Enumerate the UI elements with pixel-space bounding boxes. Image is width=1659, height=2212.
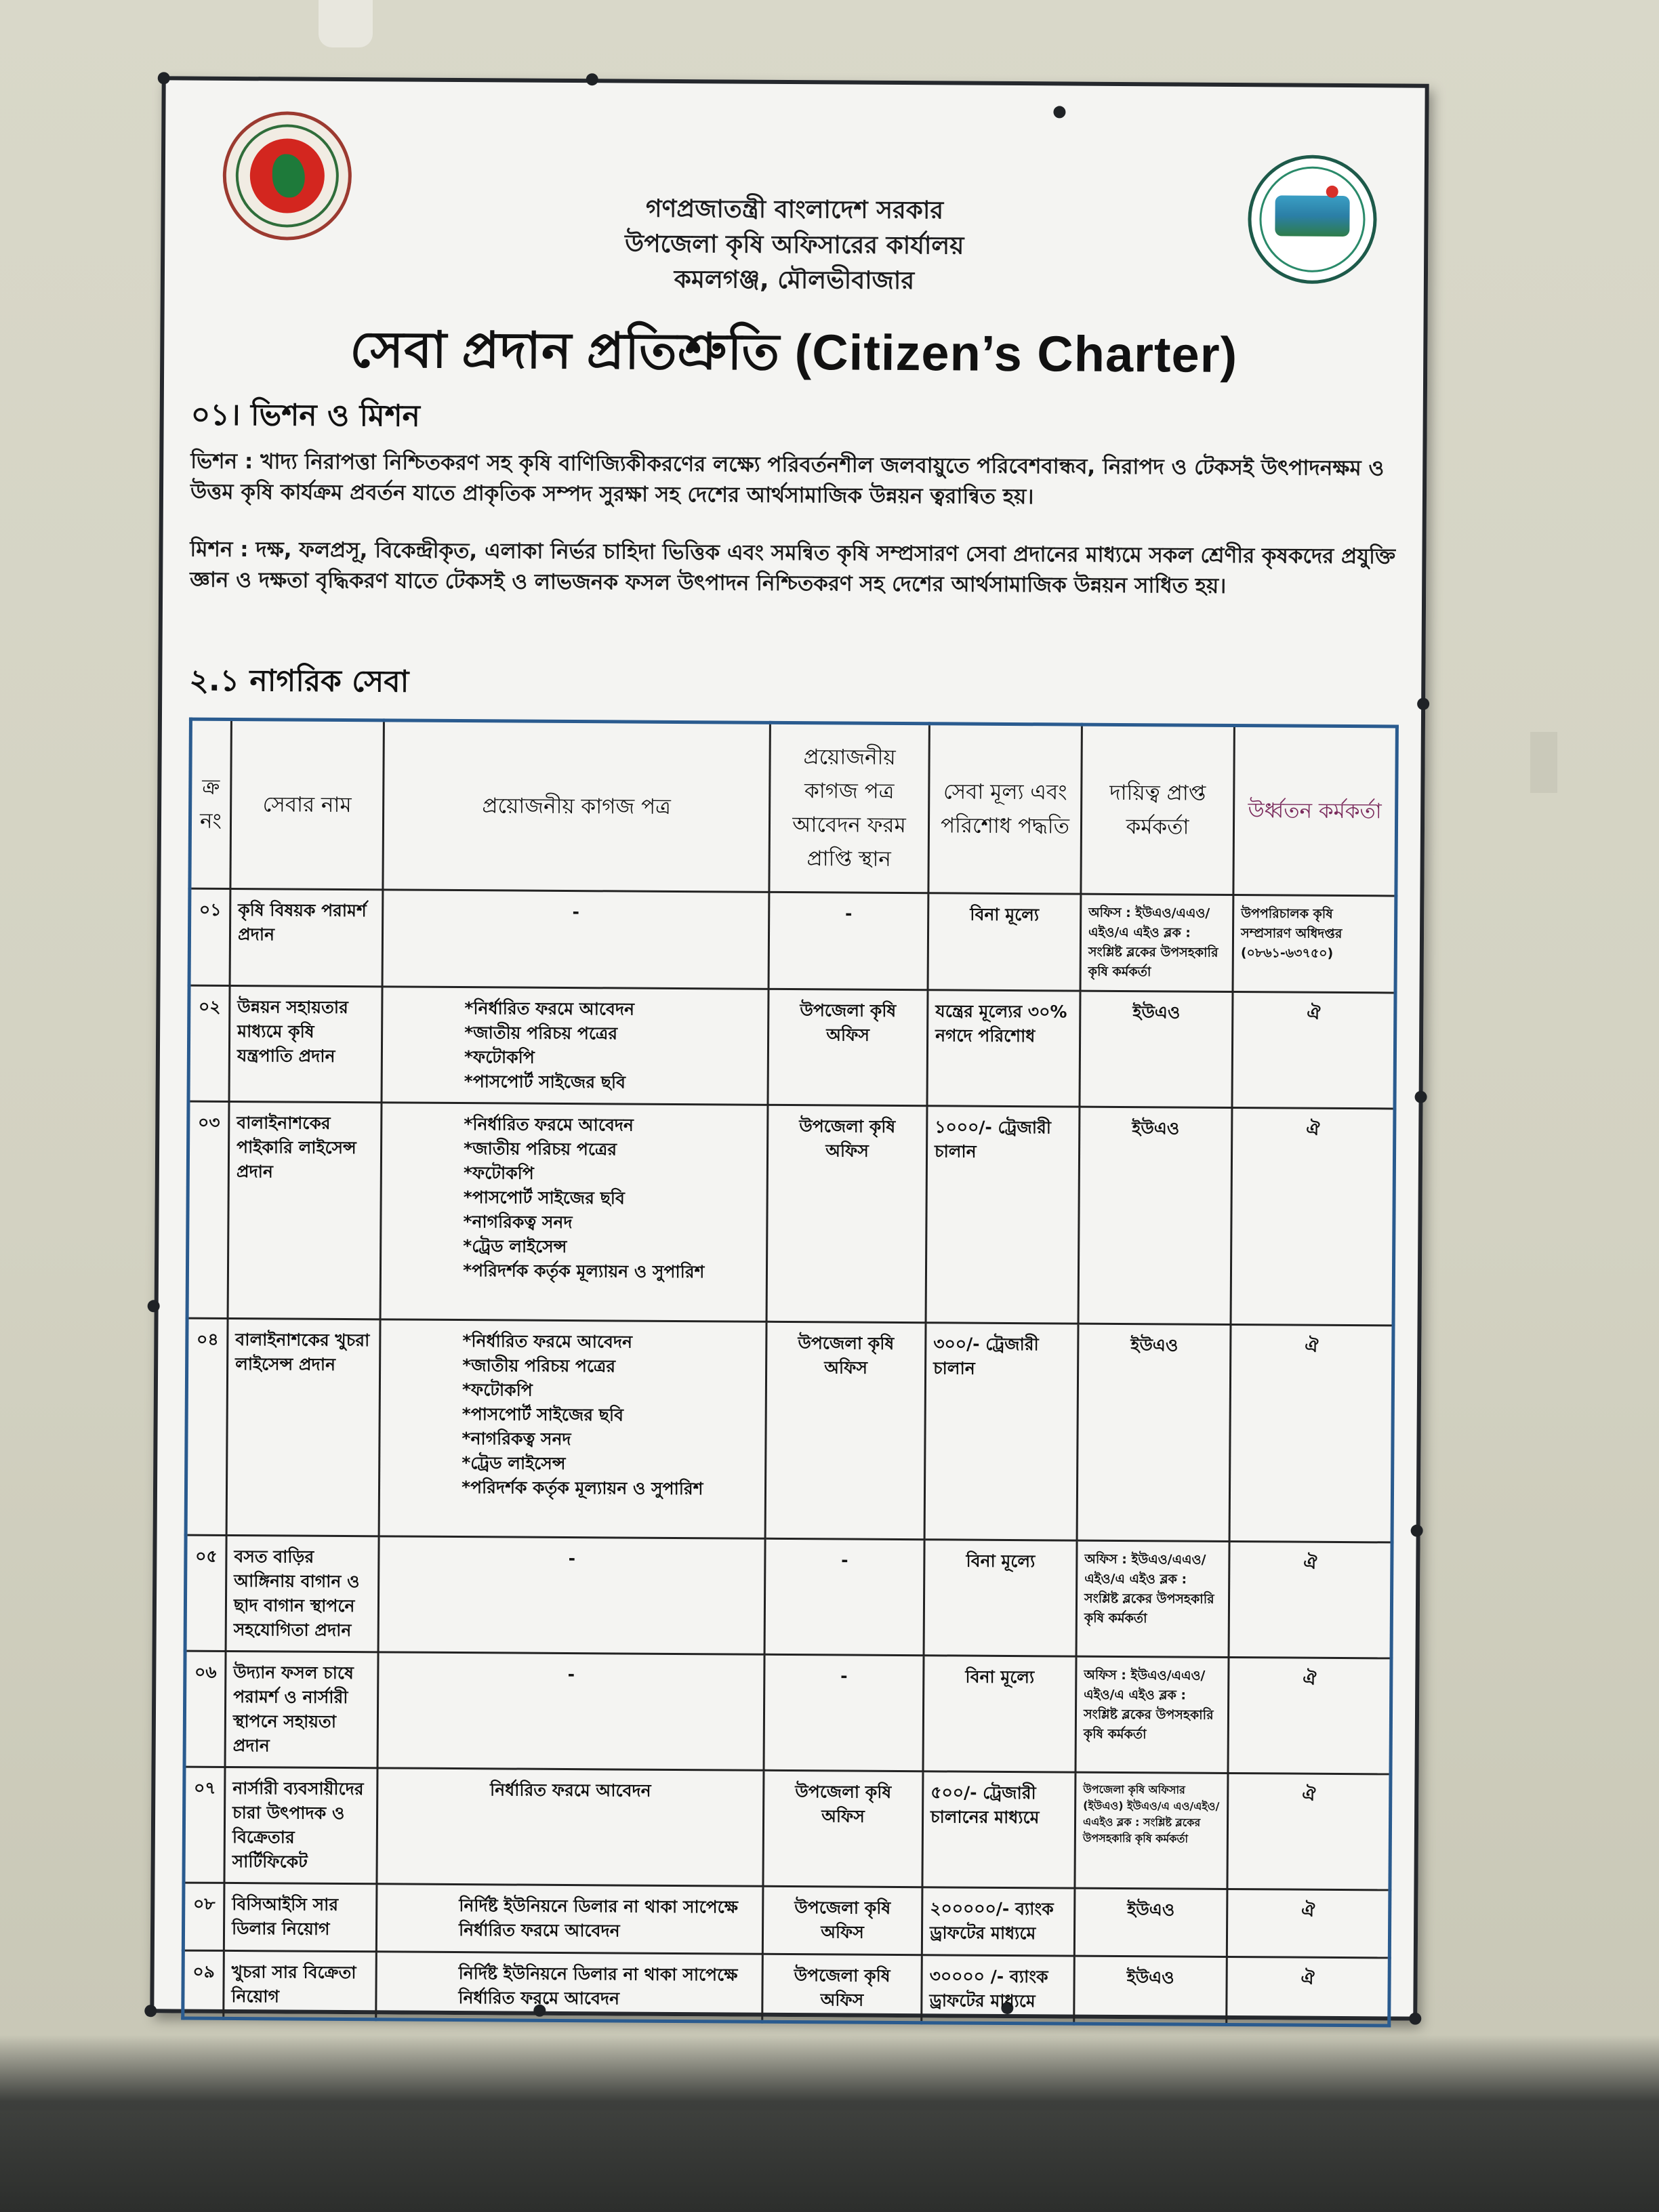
row-service: উদ্যান ফসল চাষে পরামর্শ ও নার্সারী স্থাপনে সহায়তা প্রদান (225, 1651, 378, 1767)
row-fee: ৩০০/- ট্রেজারী চালান (924, 1323, 1078, 1540)
pin (1415, 1091, 1427, 1103)
row-fee: ৫০০/- ট্রেজারী চালানের মাধ্যমে (922, 1771, 1076, 1888)
wall-stain (1530, 732, 1557, 793)
row-service: উন্নয়ন সহায়তার মাধ্যমে কৃষি যন্ত্রপাতি প্রদান (229, 985, 382, 1102)
mission-text: মিশন : দক্ষ, ফলপ্রসূ, বিকেন্দ্রীকৃত, এলাকা নির্ভর চাহিদা ভিত্তিক এবং সমন্বিত কৃষি সম্প্রসারণ সেবা প্রদানের মাধ্যমে সকল শ্রেণীর কৃষকদের প্রযুক্তি জ্ঞান ও দক্ষতা বৃদ্ধিকরণ যাতে টেকসই ও লাভজনক ফসল উৎপাদন নিশ্চিতকরণ সহ দেশের আর্থসামাজিক উন্নয়ন সাধিত হয়। (190, 537, 1396, 598)
row-documents: নির্দিষ্ট ইউনিয়নে ডিলার না থাকা সাপেক্ষে নির্ধারিত ফরমে আবেদন (376, 1952, 763, 2022)
row-source: উপজেলা কৃষি অফিস (768, 989, 928, 1105)
row-fee: বিনা মূল্যে (923, 1656, 1076, 1772)
header-officer: দায়িত্ব প্রাপ্ত কর্মকর্তা (1081, 724, 1235, 895)
citizen-service-table (181, 718, 1399, 2028)
row-sl: ০৪ (186, 1318, 228, 1535)
section-citizen-service-heading: ২.১ নাগরিক সেবা (189, 663, 409, 699)
row-sl: ০৭ (184, 1767, 225, 1883)
row-documents: *নির্ধারিত ফরমে আবেদন *জাতীয় পরিচয় পত্রের *ফটোকপি *পাসপোর্ট সাইজের ছবি (382, 987, 769, 1105)
row-sl: ০৫ (185, 1535, 226, 1651)
row-fee: বিনা মূল্যে (924, 1540, 1077, 1656)
table-row (187, 1101, 1395, 1326)
header-superior: উর্ধ্বতন কর্মকর্তা (1233, 726, 1397, 896)
table-row (184, 1651, 1391, 1774)
row-officer: ইউএও (1074, 1888, 1227, 1957)
row-fee: বিনা মূল্যে (928, 893, 1081, 991)
table-row (184, 1767, 1391, 1890)
row-service: বালাইনাশকের খুচরা লাইসেন্স প্রদান (226, 1318, 380, 1536)
table-header-row (190, 719, 1397, 896)
row-source: উপজেলা কৃষি অফিস (763, 1770, 923, 1887)
row-fee: ২০০০০০/- ব্যাংক ড্রাফটের মাধ্যমে (922, 1887, 1075, 1956)
row-documents: নির্ধারিত ফরমে আবেদন (377, 1768, 764, 1886)
row-superior: ঐ (1229, 1541, 1392, 1658)
row-service: বালাইনাশকের পাইকারি লাইসেন্স প্রদান (228, 1101, 382, 1319)
row-source: - (769, 892, 928, 989)
row-source: উপজেলা কৃষি অফিস (762, 1886, 922, 1954)
header-fee: সেবা মূল্য এবং পরিশোধ পদ্ধতি (928, 724, 1082, 894)
header-source: প্রয়োজনীয় কাগজ পত্র আবেদন ফরম প্রাপ্তি স্থান (769, 722, 930, 893)
row-source: - (764, 1538, 924, 1655)
pin (1411, 1525, 1423, 1537)
section-vision-mission-heading: ০১। ভিশন ও মিশন (190, 397, 421, 434)
row-sl: ০২ (188, 985, 230, 1101)
row-service: নার্সারী ব্যবসায়ীদের চারা উৎপাদক ও বিক্রেতার সার্টিফিকেট (224, 1767, 377, 1883)
wall-hook (319, 0, 373, 47)
row-source: উপজেলা কৃষি অফিস (766, 1105, 927, 1322)
office-header (165, 188, 1425, 302)
row-service: বসত বাড়ির আঙ্গিনায় বাগান ও ছাদ বাগান স্থাপনে সহযোগিতা প্রদান (226, 1535, 379, 1652)
row-service: কৃষি বিষয়ক পরামর্শ প্রদান (230, 888, 383, 986)
pin (1417, 698, 1429, 710)
row-superior: ঐ (1227, 1889, 1390, 1957)
table-row (185, 1535, 1392, 1658)
header-documents: প্রয়োজনীয় কাগজ পত্র (383, 720, 771, 892)
row-fee: যন্ত্রের মূল্যের ৩০% নগদে পরিশোধ (927, 990, 1080, 1107)
pin (148, 1300, 160, 1312)
header-sl: ক্র নং (190, 719, 232, 888)
row-sl: ০৮ (183, 1883, 224, 1950)
table-row (183, 1883, 1390, 1958)
row-sl: ০৬ (184, 1651, 226, 1767)
row-officer: উপজেলা কৃষি অফিসার (ইউএও) ইউএও/এ এও/এইও/এএইও ব্লক : সংশ্লিষ্ট ব্লকের উপসহকারি কৃষি কর্মকর্তা (1075, 1772, 1228, 1889)
row-officer: ইউএও (1074, 1956, 1227, 2024)
row-service: বিসিআইসি সার ডিলার নিয়োগ (224, 1883, 377, 1951)
page-title: সেবা প্রদান প্রতিশ্রুতি (Citizen’s Charter) (350, 321, 1238, 384)
vision-text: ভিশন : খাদ্য নিরাপত্তা নিশ্চিতকরণ সহ কৃষি বাণিজ্যিকীকরণের লক্ষ্যে পরিবর্তনশীল জলবায়ুতে পরিবেশবান্ধব, নিরাপদ ও টেকসই উৎপাদনক্ষম ও উত্তম কৃষি কার্যক্রম প্রবর্তন যাতে প্রাকৃতিক সম্পদ সুরক্ষা সহ দেশের আর্থসামাজিক উন্নয়ন ত্বরান্বিত হয়। (190, 449, 1385, 510)
row-sl: ০৩ (187, 1101, 229, 1318)
row-superior: ঐ (1227, 1957, 1390, 2025)
header-location: কমলগঞ্জ, মৌলভীবাজার (674, 265, 915, 295)
header-service: সেবার নাম (230, 719, 384, 889)
row-officer: ইউএও (1077, 1324, 1231, 1541)
row-superior: ঐ (1229, 1324, 1393, 1542)
row-source: উপজেলা কৃষি অফিস (762, 1954, 922, 2022)
row-officer: অফিস : ইউএও/এএও/ এইও/এ এইও ব্লক : সংশ্লিষ্ট ব্লকের উপসহকারি কৃষি কর্মকর্তা (1080, 894, 1233, 991)
row-source: উপজেলা কৃষি অফিস (765, 1322, 926, 1539)
table-row (183, 1950, 1390, 2026)
table-row (189, 888, 1396, 993)
row-officer: ইউএও (1078, 1107, 1232, 1324)
row-officer: অফিস : ইউএও/এএও/ এইও/এ এইও ব্লক : সংশ্লিষ্ট ব্লকের উপসহকারি কৃষি কর্মকর্তা (1076, 1656, 1229, 1773)
row-superior: ঐ (1231, 1107, 1395, 1325)
row-source: - (764, 1654, 924, 1771)
row-sl: ০৯ (183, 1950, 224, 2018)
table-row (188, 985, 1395, 1109)
table-row (186, 1318, 1393, 1542)
citizen-charter-board (150, 76, 1429, 2020)
row-superior: ঐ (1227, 1773, 1391, 1889)
floor-strip (0, 2110, 1659, 2212)
row-fee: ১০০০/- ট্রেজারী চালান (926, 1106, 1080, 1324)
pin (158, 72, 170, 84)
pin (1409, 2013, 1421, 2025)
row-sl: ০১ (189, 888, 230, 985)
row-superior: উপপরিচালক কৃষি সম্প্রসারণ অধিদপ্তর (০৮৬১-৬৩৭৫০) (1233, 895, 1396, 992)
row-service: খুচরা সার বিক্রেতা নিয়োগ (224, 1950, 377, 2019)
row-documents: - (382, 890, 769, 989)
row-officer: অফিস : ইউএও/এএও/ এইও/এ এইও ব্লক : সংশ্লিষ্ট ব্লকের উপসহকারি কৃষি কর্মকর্তা (1076, 1540, 1229, 1657)
row-fee: ৩০০০০ /- ব্যাংক ড্রাফটের মাধ্যমে (922, 1955, 1075, 2024)
row-superior: ঐ (1232, 991, 1395, 1108)
pin (144, 2005, 157, 2017)
row-documents: নির্দিষ্ট ইউনিয়নে ডিলার না থাকা সাপেক্ষে নির্ধারিত ফরমে আবেদন (376, 1884, 763, 1954)
row-documents: *নির্ধারিত ফরমে আবেদন *জাতীয় পরিচয় পত্রের *ফটোকপি *পাসপোর্ট সাইজের ছবি *নাগরিকত্ব সনদ *ট্রেড লাইসেন্স *পরিদর্শক কর্তৃক মূল্যায়ন ও সুপারিশ (379, 1319, 766, 1538)
row-documents: - (377, 1652, 764, 1770)
header-office: উপজেলা কৃষি অফিসারের কার্যালয় (624, 230, 964, 260)
pin (586, 73, 598, 85)
pin (1053, 106, 1065, 118)
row-superior: ঐ (1228, 1657, 1391, 1774)
row-officer: ইউএও (1080, 991, 1233, 1107)
header-government: গণপ্রজাতন্ত্রী বাংলাদেশ সরকার (645, 194, 944, 225)
row-documents: *নির্ধারিত ফরমে আবেদন *জাতীয় পরিচয় পত্রের *ফটোকপি *পাসপোর্ট সাইজের ছবি *নাগরিকত্ব সনদ *ট্রেড লাইসেন্স *পরিদর্শক কর্তৃক মূল্যায়ন ও সুপারিশ (380, 1103, 768, 1322)
row-documents: - (378, 1536, 765, 1654)
